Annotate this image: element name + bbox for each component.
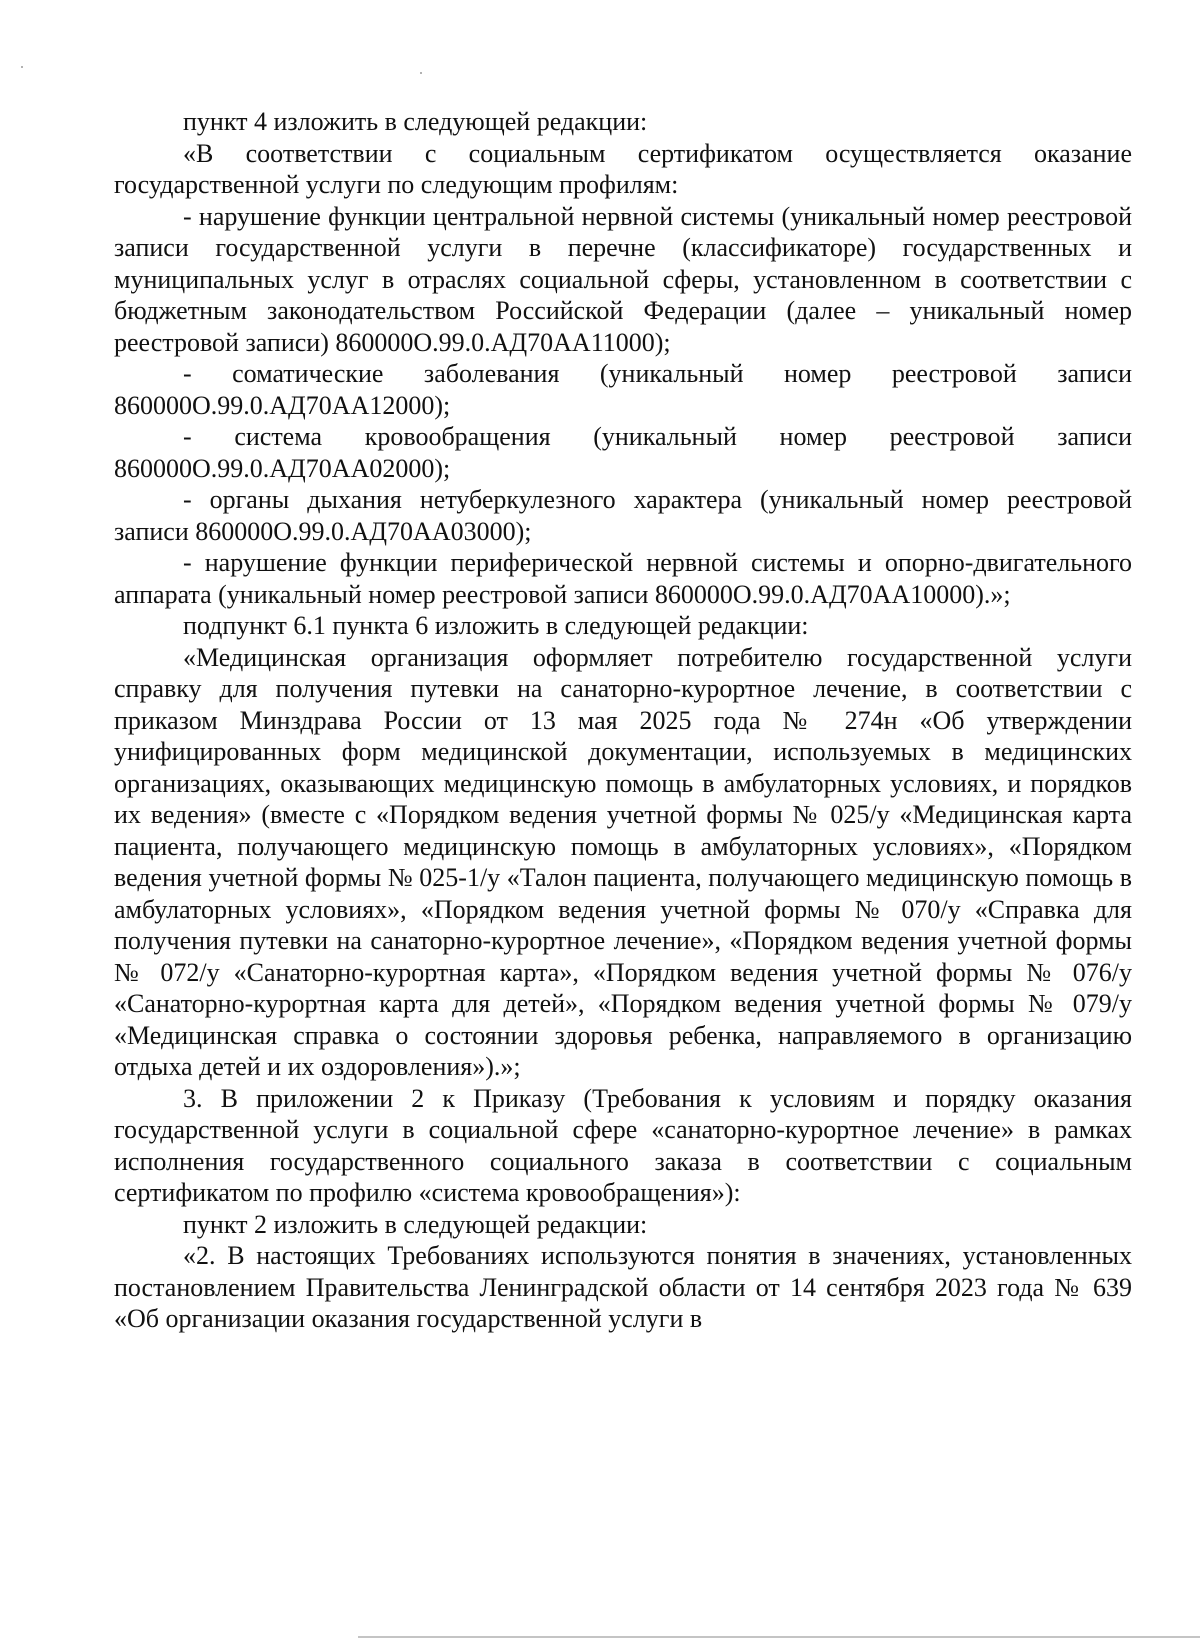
list-item-cns: - нарушение функции центральной нервной системы (уникальный номер реестровой записи государственной услуги в перечне (классификаторе) государственных и муниципальных услуг в отраслях социальной сферы, установленном в соответствии с бюджетным законодательством Российской Федерации (далее – уникальный номер реестровой записи) 860000О.99.0.АД70АА11000);	[114, 201, 1132, 357]
paragraph-medical-organization: «Медицинская организация оформляет потребителю государственной услуги справку для получения путевки на санаторно-курортное лечение, в соответствии с приказом Минздрава России от 13 мая 2025 года № 274н «Об утверждении унифицированных форм медицинской документации, используемых в медицинских организациях, оказывающих медицинскую помощь в амбулаторных условиях, и порядков их ведения» (вместе с «Порядком ведения учетной формы № 025/у «Медицинская карта пациента, получающего медицинскую помощь в амбулаторных условиях», «Порядком ведения учетной формы № 025-1/у «Талон пациента, получающего медицинскую помощь в амбулаторных условиях», «Порядком ведения учетной формы № 070/у «Справка для получения путевки на санаторно-курортное лечение», «Порядком ведения учетной формы № 072/у «Санаторно-курортная карта», «Порядком ведения учетной формы № 076/у «Санаторно-курортная карта для детей», «Порядком ведения учетной формы № 079/у «Медицинская справка о состоянии здоровья ребенка, направляемого в организацию отдыха детей и их оздоровления»).»;	[114, 642, 1132, 1081]
paragraph-section3: 3. В приложении 2 к Приказу (Требования к условиям и порядку оказания государственной услуги в социальной сфере «санаторно-курортное лечение» в рамках исполнения государственного социального заказа в соответствии с социальным сертификатом по профилю «система кровообращения»):	[114, 1083, 1132, 1207]
list-item-circulatory: - система кровообращения (уникальный номер реестровой записи 860000О.99.0.АД70АА02000);	[114, 422, 1132, 483]
paragraph-requirements: «2. В настоящих Требованиях используются понятия в значениях, установленных постановлением Правительства Ленинградской области от 14 сентября 2023 года № 639 «Об организации оказания государственной услуги в	[114, 1241, 1132, 1333]
paragraph-certificate-profiles: «В соответствии с социальным сертификатом осуществляется оказание государственной услуги по следующим профилям:	[114, 138, 1132, 199]
document-body	[114, 106, 1132, 1335]
list-item-peripheral: - нарушение функции периферической нервной системы и опорно-двигательного аппарата (уникальный номер реестровой записи 860000О.99.0.АД70АА10000).»;	[114, 548, 1132, 609]
scan-speck	[21, 66, 23, 68]
paragraph-subitem61-intro: подпункт 6.1 пункта 6 изложить в следующей редакции:	[183, 611, 809, 640]
paragraph-item4-intro: пункт 4 изложить в следующей редакции:	[183, 107, 648, 136]
list-item-respiratory: - органы дыхания нетуберкулезного характера (уникальный номер реестровой записи 860000О.99.0.АД70АА03000);	[114, 485, 1132, 546]
paragraph-item2-intro: пункт 2 изложить в следующей редакции:	[183, 1209, 648, 1239]
scan-edge-line	[358, 1636, 1200, 1638]
scan-speck	[420, 72, 422, 74]
list-item-somatic: - соматические заболевания (уникальный номер реестровой записи 860000О.99.0.АД70АА12000);	[114, 359, 1132, 420]
